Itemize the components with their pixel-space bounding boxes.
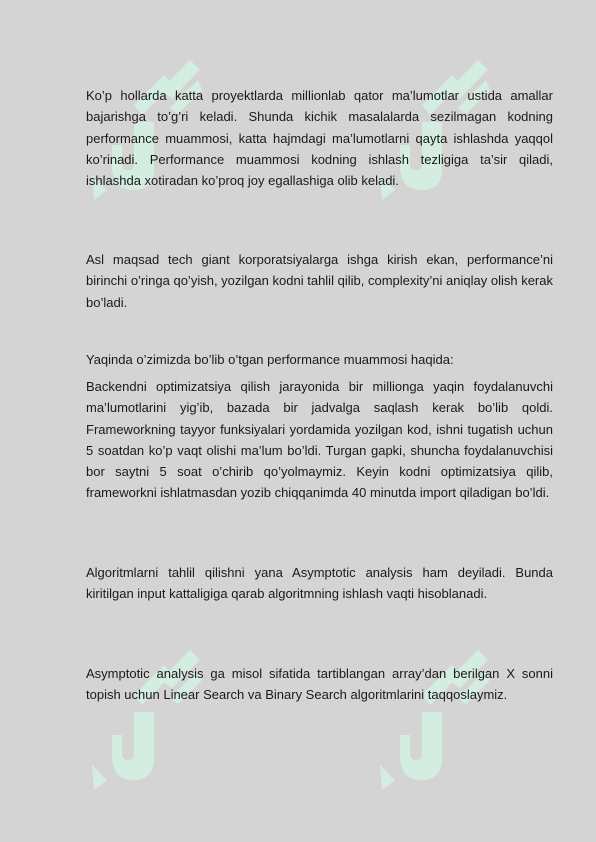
paragraph-intro: Ko’p hollarda katta proyektlarda millionlab qator ma’lumotlar ustida amallar bajarishga to’g’ri keladi. Shunda kichik masalalarda sezilmagan kodning performance muammosi, katta hajmdagi ma’lumotlarni qayta ishlashda yaqqol ko’rinadi. Performance muammosi kodning ishlash tezligiga ta’sir qiladi, ishlashda xotiradan ko’proq joy egallashiga olib keladi. — [86, 88, 553, 189]
paragraph-recent-issue: Yaqinda o’zimizda bo’lib o’tgan performance muammosi haqida: — [86, 352, 454, 367]
paragraph-backend-story: Backendni optimizatsiya qilish jarayonida bir millionga yaqin foydalanuvchi ma’lumotlarini yig’ib, bazada bir jadvalga saqlash kerak bo’lib qoldi. Frameworkning tayyor funksiyalari yordamida yozilgan kod, ishni tugatish uchun 5 soatdan ko’p vaqt olishi ma’lum bo’ldi. Turgan gapki, shuncha foydalanuvchisi bor saytni 5 soat o’chirib qo’yolmaymiz. Keyin kodni optimizatsiya qilib, frameworkni ishlatmasdan yozib chiqqanimda 40 minutda import qiladigan bo’ldi. — [86, 379, 553, 501]
paragraph-search-compare: Asymptotic analysis ga misol sifatida tartiblangan array’dan berilgan X sonni topish uchun Linear Search va Binary Search algoritmlarini taqqoslaymiz. — [86, 666, 553, 703]
paragraph-asymptotic: Algoritmlarni tahlil qilishni yana Asymptotic analysis ham deyiladi. Bunda kiritilgan input kattaligiga qarab algoritmning ishlash vaqti hisoblanadi. — [86, 565, 553, 602]
paragraph-goal: Asl maqsad tech giant korporatsiyalarga ishga kirish ekan, performance’ni birinchi o’ringa qo’yish, yozilgan kodni tahlil qilib, complexity’ni aniqlay olish kerak bo’ladi. — [86, 252, 553, 310]
